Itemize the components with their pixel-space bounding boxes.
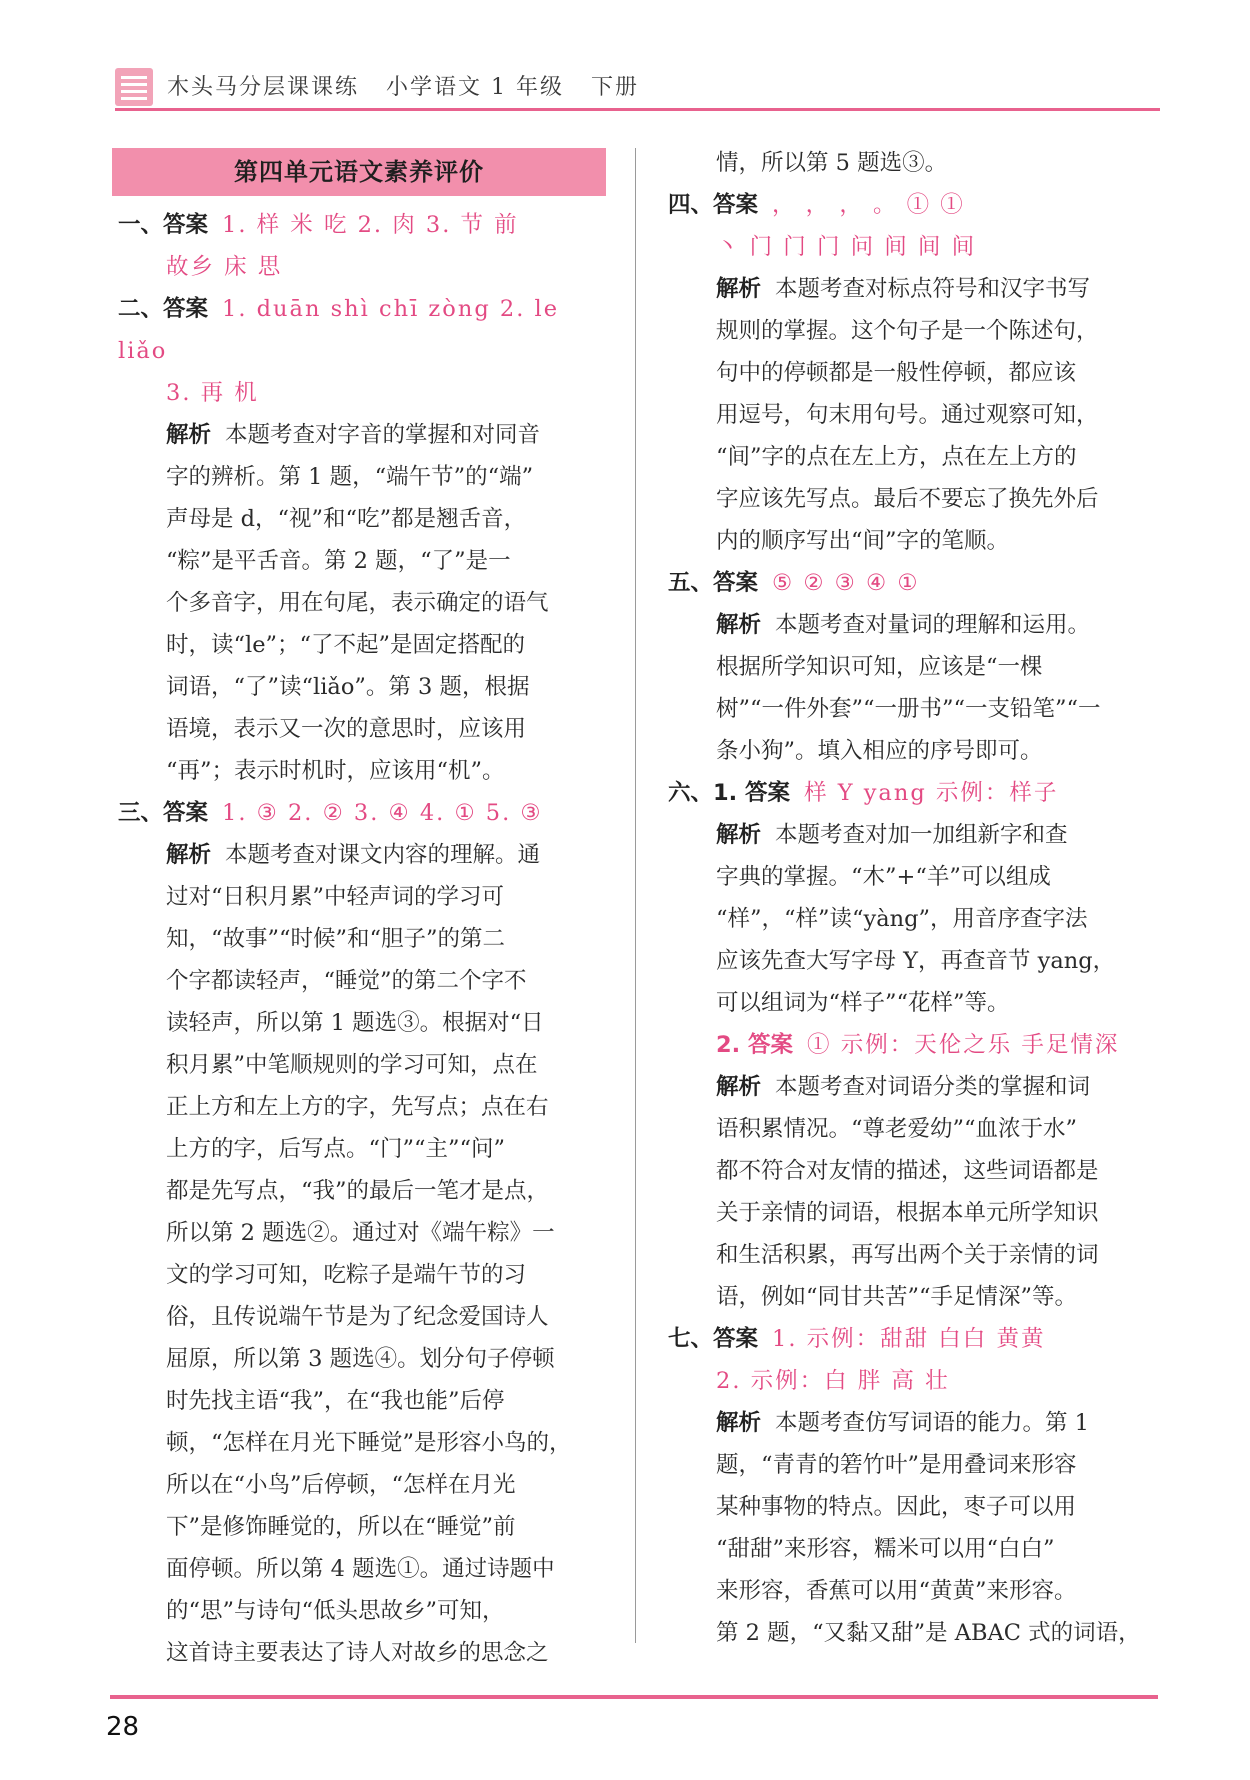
- text-line: [118, 1128, 606, 1170]
- body-text: 面停顿。所以第 4 题选①。通过诗题中: [166, 1556, 555, 1582]
- sub-answer-line: [668, 1024, 1158, 1066]
- text-line: [668, 1528, 1158, 1570]
- text-line: [118, 540, 606, 582]
- text-line: [668, 352, 1158, 394]
- text-line: [118, 1506, 606, 1548]
- section-number: 五、: [668, 570, 714, 596]
- analysis-line: [118, 834, 606, 876]
- body-text: 情，所以第 5 题选③。: [716, 150, 948, 176]
- text-line: [118, 456, 606, 498]
- body-text: 顿，“怎样在月光下睡觉”是形容小鸟的，: [166, 1430, 572, 1456]
- body-text: 语境，表示又一次的意思时，应该用: [166, 716, 527, 742]
- body-text: 词语，“了”读“liǎo”。第 3 题，根据: [166, 674, 530, 700]
- text-line: [668, 1108, 1158, 1150]
- answer-continuation: [668, 226, 1158, 268]
- answer-text: 1. ③ 2. ② 3. ④ 4. ① 5. ③: [222, 800, 543, 826]
- body-text: 关于亲情的词语，根据本单元所学知识: [716, 1200, 1099, 1226]
- text-line: [668, 856, 1158, 898]
- question-answer-line: [668, 184, 1158, 226]
- analysis-text: 本题考查对字音的掌握和对同音: [225, 422, 541, 448]
- answer-text: ⑤ ② ③ ④ ①: [772, 570, 920, 596]
- question-answer-line: [668, 772, 1158, 814]
- text-line: [668, 1570, 1158, 1612]
- column-divider: [635, 148, 636, 1643]
- text-line: [668, 688, 1158, 730]
- text-line: [668, 142, 1158, 184]
- text-line: [668, 1612, 1158, 1654]
- body-text: 时，读“le”；“了不起”是固定搭配的: [166, 632, 526, 658]
- body-text: “再”；表示时机时，应该用“机”。: [166, 758, 505, 784]
- body-text: 正上方和左上方的字，先写点；点在右: [166, 1094, 549, 1120]
- body-text: 屈原，所以第 3 题选④。划分句子停顿: [166, 1346, 555, 1372]
- text-line: [668, 1486, 1158, 1528]
- answer-text: 丶 门 门 门 问 间 间 间: [716, 234, 977, 260]
- body-text: 可以组词为“样子”“花样”等。: [716, 990, 1010, 1016]
- body-text: 个多音字，用在句尾，表示确定的语气: [166, 590, 549, 616]
- text-line: [668, 478, 1158, 520]
- section-number: 二、: [118, 296, 164, 322]
- text-line: [118, 750, 606, 792]
- answer-text: ， ， ， 。 ① ①: [772, 192, 965, 218]
- answer-label: 1. 答案: [713, 780, 791, 806]
- body-text: 所以在“小鸟”后停顿，“怎样在月光: [166, 1472, 516, 1498]
- text-line: [668, 940, 1158, 982]
- text-line: [668, 520, 1158, 562]
- section-number: 七、: [668, 1326, 714, 1352]
- body-text: 树”“一件外套”“一册书”“一支铅笔”“一: [716, 696, 1101, 722]
- body-text: “甜甜”来形容，糯米可以用“白白”: [716, 1536, 1055, 1562]
- body-text: 规则的掌握。这个句子是一个陈述句，: [716, 318, 1099, 344]
- body-text: 字应该先写点。最后不要忘了换先外后: [716, 486, 1099, 512]
- text-line: [668, 310, 1158, 352]
- body-text: 都不符合对友情的描述，这些词语都是: [716, 1158, 1099, 1184]
- body-text: 过对“日积月累”中轻声词的学习可: [166, 884, 505, 910]
- question-answer-line: [118, 288, 606, 372]
- page-number: 28: [106, 1712, 140, 1742]
- analysis-text: 本题考查对词语分类的掌握和词: [775, 1074, 1091, 1100]
- body-text: 第 2 题，“又黏又甜”是 ABAC 式的词语，: [716, 1620, 1141, 1646]
- body-text: 用逗号，句末用句号。通过观察可知，: [716, 402, 1099, 428]
- book-icon: [115, 68, 153, 106]
- body-text: 应该先查大写字母 Y，再查音节 yang，: [716, 948, 1116, 974]
- answer-text: 1. 样 米 吃 2. 肉 3. 节 前: [222, 212, 519, 238]
- text-line: [668, 898, 1158, 940]
- body-text: 下”是修饰睡觉的，所以在“睡觉”前: [166, 1514, 516, 1540]
- body-text: 句中的停顿都是一般性停顿，都应该: [716, 360, 1077, 386]
- text-line: [118, 1044, 606, 1086]
- text-line: [118, 1002, 606, 1044]
- body-text: “样”，“样”读“yàng”，用音序查字法: [716, 906, 1088, 932]
- body-text: 所以第 2 题选②。通过对《端午粽》一: [166, 1220, 555, 1246]
- body-text: 某种事物的特点。因此，枣子可以用: [716, 1494, 1077, 1520]
- section-number: 三、: [118, 800, 164, 826]
- body-text: 个字都读轻声，“睡觉”的第二个字不: [166, 968, 527, 994]
- text-line: [668, 1192, 1158, 1234]
- left-content: [118, 204, 606, 1674]
- analysis-text: 本题考查对量词的理解和运用。: [775, 612, 1091, 638]
- footer-rule: [110, 1695, 1158, 1699]
- analysis-label: 解析: [166, 842, 212, 868]
- answer-label: 答案: [713, 192, 759, 218]
- analysis-text: 本题考查对课文内容的理解。通: [225, 842, 541, 868]
- body-text: 俗，且传说端午节是为了纪念爱国诗人: [166, 1304, 549, 1330]
- text-line: [668, 1234, 1158, 1276]
- text-line: [668, 394, 1158, 436]
- body-text: 语，例如“同甘共苦”“手足情深”等。: [716, 1284, 1078, 1310]
- section-number: 一、: [118, 212, 164, 238]
- answer-label: 2. 答案: [716, 1032, 794, 1058]
- right-column: [668, 142, 1158, 1654]
- question-answer-line: [118, 792, 606, 834]
- left-column: [118, 142, 606, 1674]
- body-text: 文的学习可知，吃粽子是端午节的习: [166, 1262, 527, 1288]
- analysis-text: 本题考查仿写词语的能力。第 1: [775, 1410, 1089, 1436]
- text-line: [118, 666, 606, 708]
- body-text: 这首诗主要表达了诗人对故乡的思念之: [166, 1640, 549, 1666]
- text-line: [118, 960, 606, 1002]
- body-text: 积月累”中笔顺规则的学习可知，点在: [166, 1052, 538, 1078]
- analysis-line: [118, 414, 606, 456]
- body-text: 知，“故事”“时候”和“胆子”的第二: [166, 926, 506, 952]
- text-line: [118, 1254, 606, 1296]
- body-text: 条小狗”。填入相应的序号即可。: [716, 738, 1043, 764]
- text-line: [118, 1212, 606, 1254]
- question-answer-line: [668, 1318, 1158, 1360]
- text-line: [118, 1464, 606, 1506]
- text-line: [668, 1276, 1158, 1318]
- text-line: [118, 1086, 606, 1128]
- answer-text: 样 Y yang 示例：样子: [804, 780, 1059, 806]
- body-text: 内的顺序写出“间”字的笔顺。: [716, 528, 1010, 554]
- body-text: 字典的掌握。“木”+“羊”可以组成: [716, 864, 1051, 890]
- analysis-line: [668, 268, 1158, 310]
- body-text: 根据所学知识可知，应该是“一棵: [716, 654, 1043, 680]
- text-line: [668, 1150, 1158, 1192]
- answer-label: 答案: [163, 296, 209, 322]
- section-number: 六、: [668, 780, 714, 806]
- question-answer-line: [118, 204, 606, 246]
- answer-text: 2. 示例：白 胖 高 壮: [716, 1368, 950, 1394]
- text-line: [668, 982, 1158, 1024]
- answer-label: 答案: [163, 212, 209, 238]
- text-line: [668, 646, 1158, 688]
- analysis-line: [668, 1066, 1158, 1108]
- text-line: [118, 1632, 606, 1674]
- answer-text: 3. 再 机: [166, 380, 259, 406]
- answer-text: 1. duān shì chī zòng 2. le liǎo: [118, 296, 560, 364]
- text-line: [118, 582, 606, 624]
- right-content: [668, 142, 1158, 1654]
- answer-label: 答案: [163, 800, 209, 826]
- body-text: 题，“青青的箬竹叶”是用叠词来形容: [716, 1452, 1077, 1478]
- question-answer-line: [668, 562, 1158, 604]
- section-banner: 第四单元语文素养评价: [112, 148, 606, 196]
- answer-label: 答案: [713, 570, 759, 596]
- answer-label: 答案: [713, 1326, 759, 1352]
- analysis-label: 解析: [166, 422, 212, 448]
- text-line: [118, 1170, 606, 1212]
- body-text: 上方的字，后写点。“门”“主”“问”: [166, 1136, 506, 1162]
- answer-text: 故乡 床 思: [166, 254, 283, 280]
- text-line: [668, 730, 1158, 772]
- body-text: 都是先写点，“我”的最后一笔才是点，: [166, 1178, 550, 1204]
- header-rule: [115, 108, 1160, 111]
- text-line: [118, 1590, 606, 1632]
- analysis-text: 本题考查对标点符号和汉字书写: [775, 276, 1091, 302]
- analysis-label: 解析: [716, 1410, 762, 1436]
- body-text: 读轻声，所以第 1 题选③。根据对“日: [166, 1010, 544, 1036]
- analysis-line: [668, 1402, 1158, 1444]
- body-text: 和生活积累，再写出两个关于亲情的词: [716, 1242, 1099, 1268]
- text-line: [118, 1296, 606, 1338]
- analysis-line: [668, 604, 1158, 646]
- analysis-label: 解析: [716, 276, 762, 302]
- analysis-label: 解析: [716, 822, 762, 848]
- text-line: [118, 498, 606, 540]
- analysis-text: 本题考查对加一加组新字和查: [775, 822, 1068, 848]
- body-text: 来形容，香蕉可以用“黄黄”来形容。: [716, 1578, 1077, 1604]
- analysis-label: 解析: [716, 612, 762, 638]
- body-text: 字的辨析。第 1 题，“端午节”的“端”: [166, 464, 534, 490]
- body-text: 的“思”与诗句“低头思故乡”可知，: [166, 1598, 505, 1624]
- text-line: [118, 1338, 606, 1380]
- body-text: 声母是 d，“视”和“吃”都是翘舌音，: [166, 506, 527, 532]
- text-line: [668, 436, 1158, 478]
- body-text: “粽”是平舌音。第 2 题，“了”是一: [166, 548, 511, 574]
- answer-text: ① 示例：天伦之乐 手足情深: [807, 1032, 1120, 1058]
- text-line: [118, 708, 606, 750]
- text-line: [118, 1380, 606, 1422]
- answer-text: 1. 示例：甜甜 白白 黄黄: [772, 1326, 1046, 1352]
- answer-continuation: [118, 372, 606, 414]
- header-title: 木头马分层课课练 小学语文 1 年级 下册: [167, 75, 639, 100]
- text-line: [118, 624, 606, 666]
- text-line: [118, 876, 606, 918]
- text-line: [118, 1548, 606, 1590]
- page-header: [115, 64, 1160, 110]
- analysis-label: 解析: [716, 1074, 762, 1100]
- text-line: [668, 1444, 1158, 1486]
- analysis-line: [668, 814, 1158, 856]
- text-line: [118, 918, 606, 960]
- text-line: [118, 1422, 606, 1464]
- answer-continuation: [668, 1360, 1158, 1402]
- section-number: 四、: [668, 192, 714, 218]
- body-text: 语积累情况。“尊老爱幼”“血浓于水”: [716, 1116, 1078, 1142]
- answer-continuation: [118, 246, 606, 288]
- body-text: 时先找主语“我”，在“我也能”后停: [166, 1388, 505, 1414]
- body-text: “间”字的点在左上方，点在左上方的: [716, 444, 1077, 470]
